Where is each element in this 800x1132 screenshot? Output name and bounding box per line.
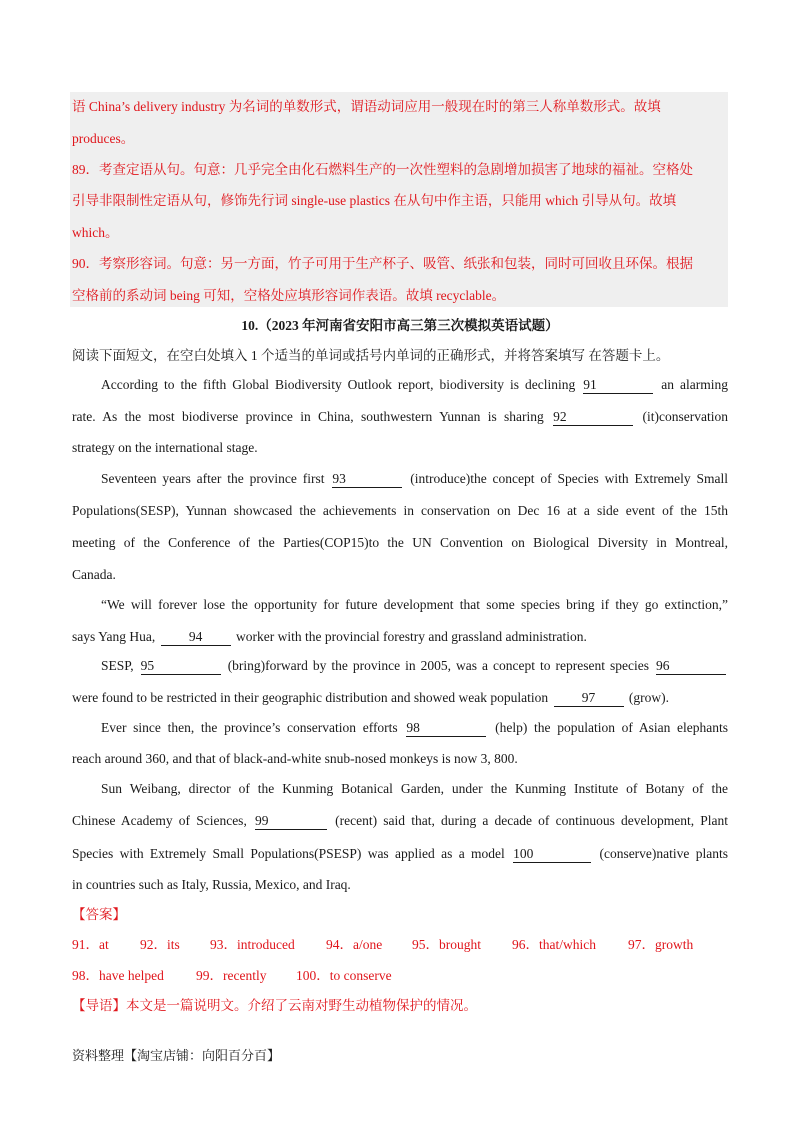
explanation-line: 引导非限制性定语从句，修饰先行词 single-use plastics 在从句中作主语，只能用 which 引导从句。故填 [72, 193, 677, 208]
passage-line: Species with Extremely Small Populations(PSESP) was applied as a model 100 (conserve)native plants [72, 846, 728, 861]
answer-item: 100．to conserve [296, 968, 392, 983]
passage-line: reach around 360, and that of black-and-white snub-nosed monkeys is now 3, 800. [72, 751, 518, 766]
passage-line: strategy on the international stage. [72, 440, 258, 455]
answer-heading: 【答案】 [72, 907, 126, 922]
blank-94[interactable]: 94 [161, 629, 231, 646]
answer-row [72, 936, 693, 954]
explanation-line: which。 [72, 225, 119, 240]
passage-line: meeting of the Conference of the Parties(COP15)to the UN Convention on Biological Diversity in Montreal, [72, 535, 728, 550]
passage-line: says Yang Hua, 94 worker with the provincial forestry and grassland administration. [72, 629, 587, 644]
answer-item: 98．have helped [72, 968, 164, 983]
passage-line: in countries such as Italy, Russia, Mexico, and Iraq. [72, 877, 351, 892]
answer-item: 97．growth [628, 937, 694, 952]
answer-item: 96．that/which [512, 937, 596, 952]
answer-item: 95．brought [412, 937, 481, 952]
footer-credit: 资料整理【淘宝店铺：向阳百分百】 [72, 1048, 281, 1063]
answer-item: 94．a/one [326, 937, 383, 952]
blank-97[interactable]: 97 [554, 690, 624, 707]
answer-item: 92．its [140, 937, 180, 952]
answer-row [72, 967, 392, 985]
blank-96[interactable]: 96 [656, 658, 726, 675]
passage-line: rate. As the most biodiverse province in China, southwestern Yunnan is sharing 92 (it)conservation [72, 409, 729, 424]
passage-line: Sun Weibang, director of the Kunming Botanical Garden, under the Kunming Institute of Botany of the [101, 781, 728, 796]
blank-99[interactable]: 99 [255, 813, 327, 830]
explanation-line: 90．考察形容词。句意：另一方面，竹子可用于生产杯子、吸管、纸张和包装，同时可回收且环保。根据 [72, 256, 693, 271]
passage-line: Canada. [72, 567, 116, 582]
answer-item: 91．at [72, 937, 109, 952]
explanation-line: produces。 [72, 131, 135, 146]
blank-91[interactable]: 91 [583, 377, 653, 394]
answer-guide: 【导语】本文是一篇说明文。介绍了云南对野生动植物保护的情况。 [72, 998, 477, 1013]
explanation-line: 89．考查定语从句。句意：几乎完全由化石燃料生产的一次性塑料的急剧增加损害了地球的福祉。空格处 [72, 162, 693, 177]
explanation-line: 空格前的系动词 being 可知，空格处应填形容词作表语。故填 recyclable。 [72, 288, 506, 303]
blank-100[interactable]: 100 [513, 846, 591, 863]
blank-95[interactable]: 95 [141, 658, 221, 675]
passage-line: Chinese Academy of Sciences, 99 (recent) said that, during a decade of continuous development, Plant [72, 813, 729, 828]
question-title: 10.（2023 年河南省安阳市高三第三次模拟英语试题） [241, 318, 559, 333]
passage-line: Seventeen years after the province first 93 (introduce)the concept of Species with Extremely Small [101, 471, 729, 486]
explanation-line: 语 China’s delivery industry 为名词的单数形式，谓语动词应用一般现在时的第三人称单数形式。故填 [72, 99, 661, 114]
passage-line: Populations(SESP), Yunnan showcased the achievements in conservation on Dec 16 at a side event of the 15th [72, 503, 728, 518]
passage-line: were found to be restricted in their geographic distribution and showed weak population 97 (grow). [72, 690, 669, 705]
passage-line: Ever since then, the province’s conservation efforts 98 (help) the population of Asian elephants [101, 720, 729, 735]
question-instruction: 阅读下面短文，在空白处填入 1 个适当的单词或括号内单词的正确形式，并将答案填写 在答题卡上。 [72, 348, 670, 363]
answer-item: 93．introduced [210, 937, 295, 952]
blank-92[interactable]: 92 [553, 409, 633, 426]
passage-line: SESP, 95 (bring)forward by the province in 2005, was a concept to represent species 96 [101, 656, 728, 676]
passage-line: According to the fifth Global Biodiversity Outlook report, biodiversity is declining 91 an alarming [101, 377, 728, 392]
blank-98[interactable]: 98 [406, 720, 486, 737]
answer-item: 99．recently [196, 968, 267, 983]
passage-line: “We will forever lose the opportunity for future development that some species bring if they go extinction,” [101, 597, 728, 612]
blank-93[interactable]: 93 [332, 471, 402, 488]
